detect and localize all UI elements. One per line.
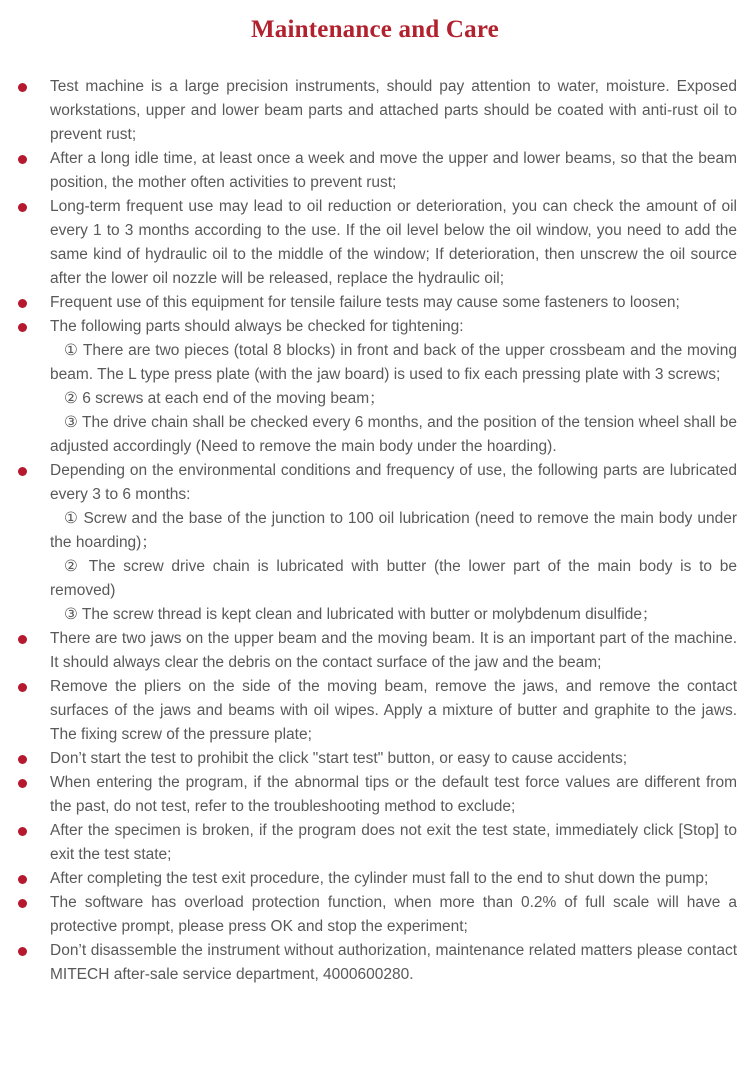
list-item [0, 675, 737, 747]
list-item [0, 195, 737, 291]
bullet-list [0, 75, 750, 987]
list-item [0, 867, 737, 891]
list-item [0, 771, 737, 819]
item-text: There are two jaws on the upper beam and the moving beam. It is an important part of the machine. It should always clear the debris on the contact surface of the jaw and the beam; [50, 630, 737, 671]
item-text: When entering the program, if the abnormal tips or the default test force values are different from the past, do not test, refer to the troubleshooting method to exclude; [50, 774, 737, 815]
list-item [0, 315, 737, 459]
sub-item-text: ② The screw drive chain is lubricated with butter (the lower part of the main body is to be removed) [50, 558, 737, 599]
item-text: After a long idle time, at least once a week and move the upper and lower beams, so that the beam position, the mother often activities to prevent rust; [50, 150, 737, 191]
bullet-icon [18, 467, 27, 476]
bullet-icon [18, 899, 27, 908]
bullet-icon [18, 299, 27, 308]
bullet-icon [18, 323, 27, 332]
bullet-icon [18, 683, 27, 692]
list-item [0, 939, 737, 987]
bullet-icon [18, 155, 27, 164]
list-item [0, 459, 737, 627]
item-text: Long-term frequent use may lead to oil reduction or deterioration, you can check the amount of oil every 1 to 3 months according to the use. If the oil level below the oil window, you need to add the same kind of hydraulic oil to the middle of the window; If deterioration, then unscrew the oil source after the lower oil nozzle will be released, replace the hydraulic oil; [50, 198, 737, 287]
bullet-icon [18, 875, 27, 884]
list-item [0, 627, 737, 675]
list-item [0, 747, 737, 771]
sub-item-text: ② 6 screws at each end of the moving beam； [64, 390, 385, 407]
bullet-icon [18, 83, 27, 92]
item-text: After the specimen is broken, if the program does not exit the test state, immediately click [Stop] to exit the test state; [50, 822, 737, 863]
item-text: After completing the test exit procedure, the cylinder must fall to the end to shut down the pump; [50, 870, 709, 887]
item-text: Don’t disassemble the instrument without authorization, maintenance related matters please contact MITECH after-sale service department, 4000600280. [50, 942, 737, 983]
page-title: Maintenance and Care [251, 16, 499, 43]
item-text: Remove the pliers on the side of the moving beam, remove the jaws, and remove the contact surfaces of the jaws and beams with oil wipes. Apply a mixture of butter and graphite to the jaws. The fixing screw of the pressure plate; [50, 678, 737, 743]
sub-item-text: ① Screw and the base of the junction to 100 oil lubrication (need to remove the main body under the hoarding)； [50, 510, 737, 551]
list-item [0, 891, 737, 939]
bullet-icon [18, 203, 27, 212]
item-text: Depending on the environmental conditions and frequency of use, the following parts are lubricated every 3 to 6 months: [50, 462, 737, 503]
document-page [0, 13, 750, 1078]
list-item [0, 75, 737, 147]
item-text: Frequent use of this equipment for tensile failure tests may cause some fasteners to loosen; [50, 294, 680, 311]
bullet-icon [18, 827, 27, 836]
sub-item-text: ③ The drive chain shall be checked every 6 months, and the position of the tension wheel shall be adjusted accordingly (Need to remove the main body under the hoarding). [50, 414, 737, 455]
bullet-icon [18, 779, 27, 788]
item-text: The following parts should always be checked for tightening: [50, 318, 464, 335]
sub-item-text: ③ The screw thread is kept clean and lubricated with butter or molybdenum disulfide； [64, 606, 658, 623]
list-item [0, 291, 737, 315]
item-text: Test machine is a large precision instruments, should pay attention to water, moisture. Exposed workstations, upper and lower beam parts and attached parts should be coated with anti-rust oil to prevent rust; [50, 78, 737, 143]
list-item [0, 147, 737, 195]
bullet-icon [18, 755, 27, 764]
sub-item-text: ① There are two pieces (total 8 blocks) in front and back of the upper crossbeam and the moving beam. The L type press plate (with the jaw board) is used to fix each pressing plate with 3 screws; [50, 342, 737, 383]
list-item [0, 819, 737, 867]
item-text: The software has overload protection function, when more than 0.2% of full scale will have a protective prompt, please press OK and stop the experiment; [50, 894, 737, 935]
item-text: Don’t start the test to prohibit the click "start test" button, or easy to cause accidents; [50, 750, 628, 767]
bullet-icon [18, 947, 27, 956]
bullet-icon [18, 635, 27, 644]
